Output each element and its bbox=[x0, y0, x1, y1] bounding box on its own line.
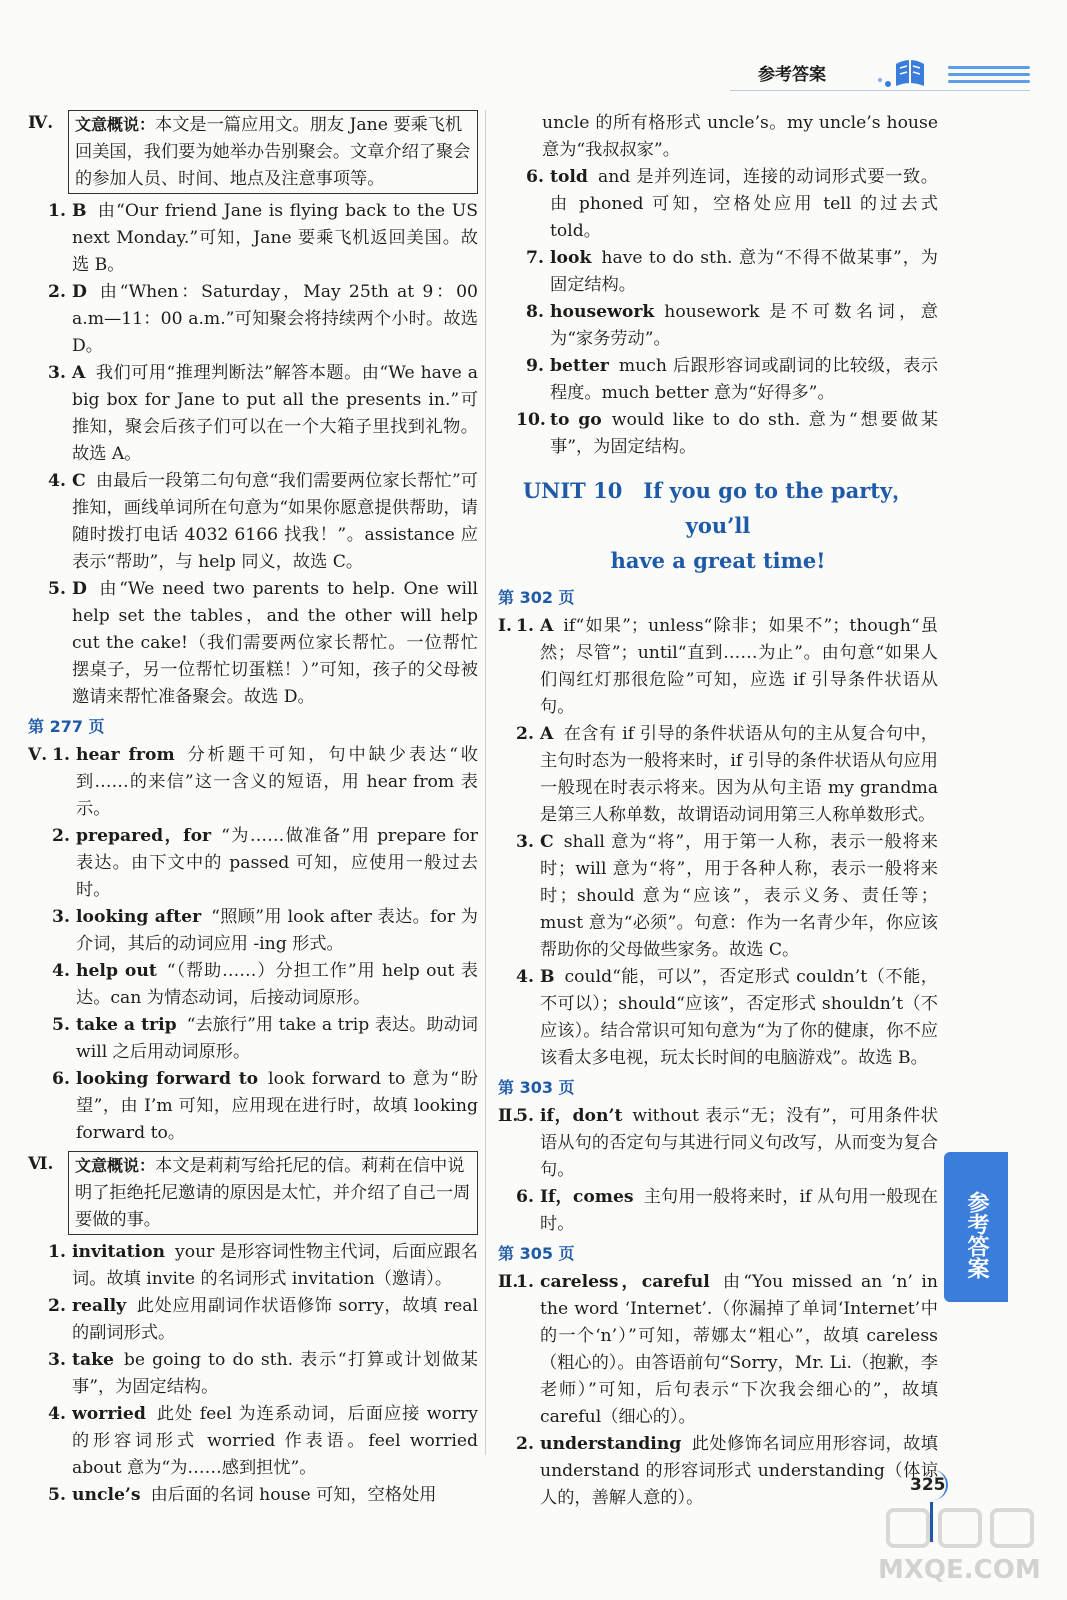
answer-key: uncle’s bbox=[72, 1485, 141, 1505]
header-title: 参考答案 bbox=[758, 65, 826, 85]
section-label: Ⅵ. bbox=[28, 1154, 54, 1174]
answer-key: looking after bbox=[76, 907, 202, 927]
answer-key: housework bbox=[550, 302, 655, 322]
page-header bbox=[730, 58, 1050, 98]
section-2b bbox=[498, 1269, 938, 1512]
answer-item: 1. A if“如果”；unless“除非；如果不”；though“虽然；尽管”；until“直到……为止”。由句意“如果人们闯红灯那很危险”可知，应选 if 引导条件状语从句。 bbox=[516, 616, 938, 717]
explanation: would like to do sth. 意为“想要做某事”，为固定结构。 bbox=[550, 410, 938, 457]
explanation: housework 是不可数名词，意为“家务劳动”。 bbox=[550, 302, 938, 349]
answer-item: 8. housework housework 是不可数名词，意为“家务劳动”。 bbox=[526, 302, 938, 349]
answer-list bbox=[28, 198, 478, 711]
answer-item: 5. take a trip “去旅行”用 take a trip 表达。助动词 will 之后用动词原形。 bbox=[52, 1015, 478, 1062]
answer-item: 2. A 在含有 if 引导的条件状语从句的主从复合句中，主句时态为一般将来时，if 引导的条件状语从句应用一般现在时表示将来。因为从句主语 my grandma 是第三人称单数，故谓语动词用第三人称单数形式。 bbox=[516, 724, 938, 825]
page-reference: 第 305 页 bbox=[498, 1244, 575, 1263]
answer-key: better bbox=[550, 356, 609, 376]
section-1 bbox=[498, 613, 938, 1072]
right-column bbox=[498, 110, 938, 1512]
section-label: Ⅱ. bbox=[498, 1272, 519, 1292]
section-label: Ⅳ. bbox=[28, 113, 54, 133]
answer-key: C bbox=[72, 471, 86, 491]
answer-key: careless，careful bbox=[540, 1272, 710, 1292]
page-reference: 第 302 页 bbox=[498, 588, 575, 607]
answer-key: invitation bbox=[72, 1242, 166, 1262]
answer-item: 2. really 此处应用副词作状语修饰 sorry，故填 real 的副词形式。 bbox=[48, 1296, 478, 1343]
explanation: much 后跟形容词或副词的比较级，表示程度。much better 意为“好得多”。 bbox=[550, 356, 938, 403]
answer-key: looking forward to bbox=[76, 1069, 259, 1089]
header-stripes bbox=[948, 66, 1030, 90]
answer-item: 9. better much 后跟形容词或副词的比较级，表示程度。much better 意为“好得多”。 bbox=[526, 356, 938, 403]
answer-item: 6. looking forward to look forward to 意为“盼望”，由 I’m 可知，应用现在进行时，故填 looking forward to。 bbox=[52, 1069, 478, 1143]
explanation: 由“You missed an ‘n’ in the word ‘Internet’.（你漏掉了单词‘Internet’中的一个‘n’）”可知，蒂娜太“粗心”，故填 careless（粗心的）。由答语前句“Sorry，Mr. Li.（抱歉，李老师）”可知，后句表示“下次我会细心的”，故填 careful（细心的）。 bbox=[540, 1272, 938, 1427]
answer-item: 1. hear from 分析题干可知，句中缺少表达“收到……的来信”这一含义的短语，用 hear from 表示。 bbox=[52, 745, 478, 819]
section-label: Ⅴ. bbox=[28, 745, 48, 765]
page-number: 325 bbox=[910, 1475, 946, 1495]
page-number-arc bbox=[932, 1470, 948, 1500]
section-5 bbox=[28, 742, 478, 1147]
answer-list bbox=[516, 1103, 938, 1238]
explanation: 由最后一段第二句句意“我们需要两位家长帮忙”可推知，画线单词所在句意为“如果你愿意提供帮助，请随时拨打电话 4032 6166 找我！”。assistance 应表示“帮助”，与 help 同义，故选 C。 bbox=[72, 471, 478, 572]
explanation: without 表示“无；没有”，可用条件状语从句的否定句与其进行同义句改写，从而变为复合句。 bbox=[540, 1106, 938, 1180]
side-tab-answers: 参考答案 bbox=[944, 1152, 1008, 1302]
answer-key: worried bbox=[72, 1404, 146, 1424]
explanation: 由“When：Saturday，May 25th at 9：00 a.m—11：00 a.m.”可知聚会将持续两个小时。故选 D。 bbox=[72, 282, 478, 356]
answer-item: 2. D 由“When：Saturday，May 25th at 9：00 a.m—11：00 a.m.”可知聚会将持续两个小时。故选 D。 bbox=[48, 282, 478, 356]
answer-item: 4. C 由最后一段第二句句意“我们需要两位家长帮忙”可推知，画线单词所在句意为“如果你愿意提供帮助，请随时拨打电话 4032 6166 找我！”。assistance 应表示“帮助”，与 help 同义，故选 C。 bbox=[48, 471, 478, 572]
page-reference: 第 303 页 bbox=[498, 1078, 575, 1097]
explanation: your 是形容词性物主代词，后面应跟名词。故填 invite 的名词形式 invitation（邀请）。 bbox=[72, 1242, 478, 1289]
summary-text: 本文是莉莉写给托尼的信。莉莉在信中说明了拒绝托尼邀请的原因是太忙，并介绍了自己一周要做的事。 bbox=[75, 1156, 471, 1230]
answer-item: 4. worried 此处 feel 为连系动词，后面应接 worry 的形容词形式 worried 作表语。feel worried about 意为“为……感到担忧”。 bbox=[48, 1404, 478, 1478]
explanation: 此处 feel 为连系动词，后面应接 worry 的形容词形式 worried 作表语。feel worried about 意为“为……感到担忧”。 bbox=[72, 1404, 478, 1478]
answer-key: if，don’t bbox=[540, 1106, 623, 1126]
explanation: 主句用一般将来时，if 从句用一般现在时。 bbox=[540, 1187, 938, 1234]
answer-list bbox=[516, 1269, 938, 1512]
page-reference: 第 277 页 bbox=[28, 717, 105, 736]
explanation: 由后面的名词 house 可知，空格处用 bbox=[150, 1485, 437, 1505]
unit-title-line-1: UNIT 10 If you go to the party，you’ll bbox=[522, 478, 914, 538]
header-rule bbox=[730, 90, 1030, 91]
explanation: “去旅行”用 take a trip 表达。助动词 will 之后用动词原形。 bbox=[76, 1015, 478, 1062]
answer-key: A bbox=[72, 363, 86, 383]
explanation: “为……做准备”用 prepare for 表达。由下文中的 passed 可知，应使用一般过去时。 bbox=[76, 826, 479, 900]
answer-key: B bbox=[72, 201, 87, 221]
answer-item: 5. D 由“We need two parents to help. One will help set the tables，and the other will help cut the cake!（我们需要两位家长帮忙。一位帮忙摆桌子，另一位帮忙切蛋糕！）”可知，孩子的父母被邀请来帮忙准备聚会。故选 D。 bbox=[48, 579, 478, 707]
answer-item: 4. B could“能，可以”，否定形式 couldn’t（不能，不可以）；should“应该”，否定形式 shouldn’t（不应该）。结合常识可知句意为“为了你的健康，你不应该看太多电视，玩太长时间的电脑游戏”。故选 B。 bbox=[516, 967, 938, 1068]
answer-item: 6. If，comes 主句用一般将来时，if 从句用一般现在时。 bbox=[516, 1187, 938, 1234]
summary-head: 文意概说： bbox=[75, 1156, 156, 1175]
watermark-logo bbox=[868, 1500, 1058, 1590]
explanation: 在含有 if 引导的条件状语从句的主从复合句中，主句时态为一般将来时，if 引导的条件状语从句应用一般现在时表示将来。因为从句主语 my grandma 是第三人称单数，故谓语动词用第三人称单数形式。 bbox=[540, 724, 938, 825]
unit-title-line-2: have a great time! bbox=[610, 548, 826, 573]
watermark-text: MXQE.COM bbox=[878, 1555, 1041, 1585]
answer-item: 10. to go would like to do sth. 意为“想要做某事”，为固定结构。 bbox=[516, 410, 938, 457]
answer-key: look bbox=[550, 248, 592, 268]
answer-key: A bbox=[540, 616, 554, 636]
answer-key: prepared，for bbox=[76, 826, 212, 846]
explanation: 我们可用“推理判断法”解答本题。由“We have a big box for Jane to put all the presents in.”可推知，聚会后孩子们可以在一个大箱子里找到礼物。故选 A。 bbox=[72, 363, 478, 464]
explanation: “照顾”用 look after 表达。for 为介词，其后的动词应用 -ing 形式。 bbox=[76, 907, 478, 954]
left-column bbox=[28, 110, 478, 1509]
summary-box bbox=[68, 1151, 478, 1235]
section-label: Ⅰ. bbox=[498, 616, 512, 636]
summary-text: 本文是一篇应用文。朋友 Jane 要乘飞机回美国，我们要为她举办告别聚会。文章介绍了聚会的参加人员、时间、地点及注意事项等。 bbox=[75, 115, 471, 189]
explanation: if“如果”；unless“除非；如果不”；though“虽然；尽管”；until“直到……为止”。由句意“如果人们闯红灯那很危险”可知，应选 if 引导条件状语从句。 bbox=[540, 616, 938, 717]
answer-key: D bbox=[72, 579, 87, 599]
answer-item: 2. prepared，for “为……做准备”用 prepare for 表达。由下文中的 passed 可知，应使用一般过去时。 bbox=[52, 826, 479, 900]
answer-item: 4. help out “（帮助……）分担工作”用 help out 表达。can 为情态动词，后接动词原形。 bbox=[52, 961, 478, 1008]
continued-text: uncle 的所有格形式 uncle’s。my uncle’s house 意为“我叔叔家”。 bbox=[542, 113, 938, 160]
answer-key: If，comes bbox=[540, 1187, 634, 1207]
answer-item: 3. C shall 意为“将”，用于第一人称，表示一般将来时；will 意为“将”，用于各种人称，表示一般将来时；should 意为“应该”，表示义务、责任等；must 意为“必须”。句意：作为一名青少年，你应该帮助你的父母做些家务。故选 C。 bbox=[516, 832, 938, 960]
answer-item: 1. careless，careful 由“You missed an ‘n’ in the word ‘Internet’.（你漏掉了单词‘Internet’中的一个‘n’）”可知，蒂娜太“粗心”，故填 careless（粗心的）。由答语前句“Sorry，Mr. Li.（抱歉，李老师）”可知，后句表示“下次我会细心的”，故填 careful（细心的）。 bbox=[516, 1272, 938, 1427]
answer-list bbox=[516, 613, 938, 1072]
answer-item: 3. take be going to do sth. 表示“打算或计划做某事”，为固定结构。 bbox=[48, 1350, 478, 1397]
answer-item: 1. B 由“Our friend Jane is flying back to the US next Monday.”可知，Jane 要乘飞机返回美国。故选 B。 bbox=[48, 201, 478, 275]
answer-key: A bbox=[540, 724, 554, 744]
explanation: 此处修饰名词应用形容词，故填 understand 的形容词形式 understanding（体谅人的，善解人意的）。 bbox=[540, 1434, 938, 1508]
answer-item: 2. understanding 此处修饰名词应用形容词，故填 understand 的形容词形式 understanding（体谅人的，善解人意的）。 bbox=[516, 1434, 938, 1508]
answer-item: 1. invitation your 是形容词性物主代词，后面应跟名词。故填 invite 的名词形式 invitation（邀请）。 bbox=[48, 1242, 478, 1289]
answer-key: hear from bbox=[76, 745, 175, 765]
answer-key: D bbox=[72, 282, 87, 302]
explanation: 由“We need two parents to help. One will help set the tables，and the other will help cut the cake!（我们需要两位家长帮忙。一位帮忙摆桌子，另一位帮忙切蛋糕！）”可知，孩子的父母被邀请来帮忙准备聚会。故选 D。 bbox=[72, 579, 478, 707]
section-6 bbox=[28, 1151, 478, 1239]
answer-list bbox=[498, 164, 938, 461]
answer-key: told bbox=[550, 167, 588, 187]
answer-item: 3. looking after “照顾”用 look after 表达。for 为介词，其后的动词应用 -ing 形式。 bbox=[52, 907, 478, 954]
explanation: and 是并列连词，连接的动词形式要一致。由 phoned 可知，空格处应用 tell 的过去式 told。 bbox=[550, 167, 938, 241]
answer-list bbox=[28, 1239, 478, 1509]
column-divider bbox=[485, 110, 486, 1455]
book-logo-icon bbox=[870, 54, 940, 94]
explanation: be going to do sth. 表示“打算或计划做某事”，为固定结构。 bbox=[72, 1350, 478, 1397]
answer-item: 6. told and 是并列连词，连接的动词形式要一致。由 phoned 可知，空格处应用 tell 的过去式 told。 bbox=[526, 167, 938, 241]
section-2 bbox=[498, 1103, 938, 1238]
answer-item: 3. A 我们可用“推理判断法”解答本题。由“We have a big box for Jane to put all the presents in.”可推知，聚会后孩子们可以在一个大箱子里找到礼物。故选 A。 bbox=[48, 363, 478, 464]
answer-item: 5. if，don’t without 表示“无；没有”，可用条件状语从句的否定句与其进行同义句改写，从而变为复合句。 bbox=[516, 1106, 938, 1180]
explanation: 分析题干可知，句中缺少表达“收到……的来信”这一含义的短语，用 hear from 表示。 bbox=[76, 745, 478, 819]
unit-title bbox=[498, 473, 938, 578]
explanation: “（帮助……）分担工作”用 help out 表达。can 为情态动词，后接动词原形。 bbox=[76, 961, 478, 1008]
answer-list bbox=[52, 742, 478, 1147]
explanation: shall 意为“将”，用于第一人称，表示一般将来时；will 意为“将”，用于各种人称，表示一般将来时；should 意为“应该”，表示义务、责任等；must 意为“必须”。句意：作为一名青少年，你应该帮助你的父母做些家务。故选 C。 bbox=[540, 832, 938, 960]
section-label: Ⅱ. bbox=[498, 1106, 519, 1126]
answer-item: 5. uncle’s 由后面的名词 house 可知，空格处用 bbox=[48, 1485, 437, 1505]
answer-key: B bbox=[540, 967, 555, 987]
summary-box bbox=[68, 110, 478, 194]
answer-item: 7. look have to do sth. 意为“不得不做某事”，为固定结构。 bbox=[526, 248, 938, 295]
answer-key: take a trip bbox=[76, 1015, 177, 1035]
answer-key: to go bbox=[550, 410, 602, 430]
summary-head: 文意概说： bbox=[75, 115, 156, 134]
explanation: look forward to 意为“盼望”，由 I’m 可知，应用现在进行时，故填 looking forward to。 bbox=[76, 1069, 478, 1143]
explanation: could“能，可以”，否定形式 couldn’t（不能，不可以）；should“应该”，否定形式 shouldn’t（不应该）。结合常识可知句意为“为了你的健康，你不应该看太多电视，玩太长时间的电脑游戏”。故选 B。 bbox=[540, 967, 938, 1068]
answer-key: help out bbox=[76, 961, 157, 981]
explanation: have to do sth. 意为“不得不做某事”，为固定结构。 bbox=[550, 248, 938, 295]
answer-key: really bbox=[72, 1296, 127, 1316]
explanation: 由“Our friend Jane is flying back to the US next Monday.”可知，Jane 要乘飞机返回美国。故选 B。 bbox=[72, 201, 478, 275]
answer-key: take bbox=[72, 1350, 114, 1370]
explanation: 此处应用副词作状语修饰 sorry，故填 real 的副词形式。 bbox=[72, 1296, 478, 1343]
section-4 bbox=[28, 110, 478, 198]
answer-key: understanding bbox=[540, 1434, 682, 1454]
answer-key: C bbox=[540, 832, 554, 852]
